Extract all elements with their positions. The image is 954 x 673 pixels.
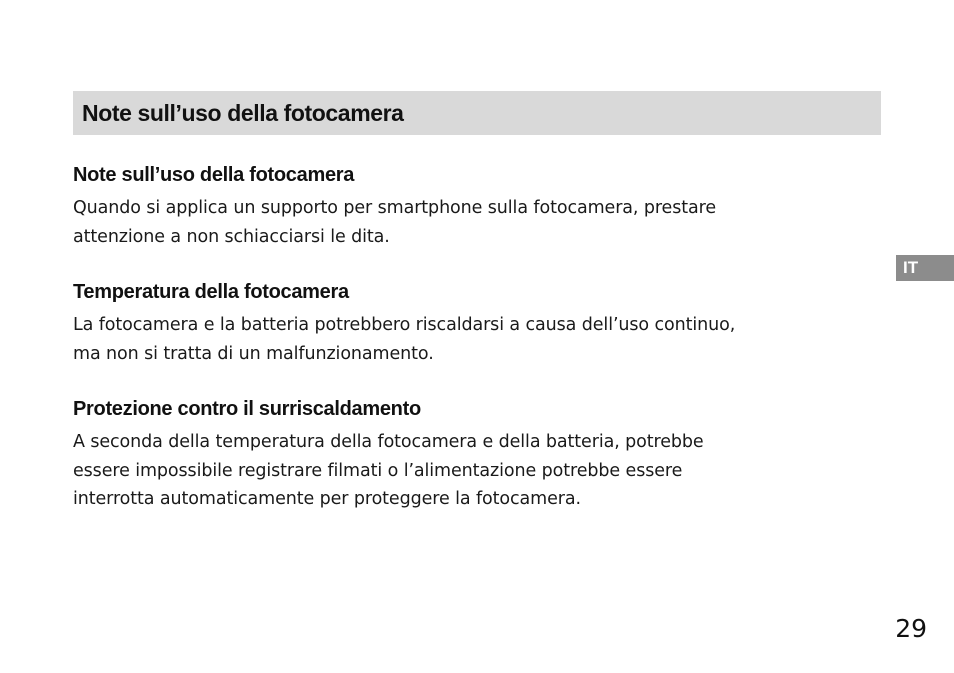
body-line: ma non si tratta di un malfunzionamento. [73,343,434,364]
page-number: 29 [895,614,927,643]
language-tab [896,255,954,281]
section-title-bar [73,91,881,135]
page-title: Note sull’uso della fotocamera [82,99,404,126]
section-body [73,194,873,251]
section-camera-usage-notes [73,162,873,251]
section-overheat-protection [73,396,873,514]
section-body [73,428,873,514]
body-line: Quando si applica un supporto per smartphone sulla fotocamera, prestare [73,198,717,218]
body-line: La fotocamera e la batteria potrebbero riscaldarsi a causa dell’uso continuo, [73,315,736,335]
section-heading: Note sull’uso della fotocamera [73,164,355,186]
body-line: A seconda della temperatura della fotocamera e della batteria, potrebbe [73,432,704,452]
section-heading: Temperatura della fotocamera [73,281,349,303]
language-tab-label: IT [903,258,919,277]
section-body [73,311,873,368]
body-line: attenzione a non schiacciarsi le dita. [73,226,390,247]
section-camera-temperature [73,279,873,368]
body-line: essere impossibile registrare filmati o l’alimentazione potrebbe essere [73,460,683,481]
section-heading: Protezione contro il surriscaldamento [73,398,421,420]
body-line: interrotta automaticamente per proteggere la fotocamera. [73,489,581,509]
